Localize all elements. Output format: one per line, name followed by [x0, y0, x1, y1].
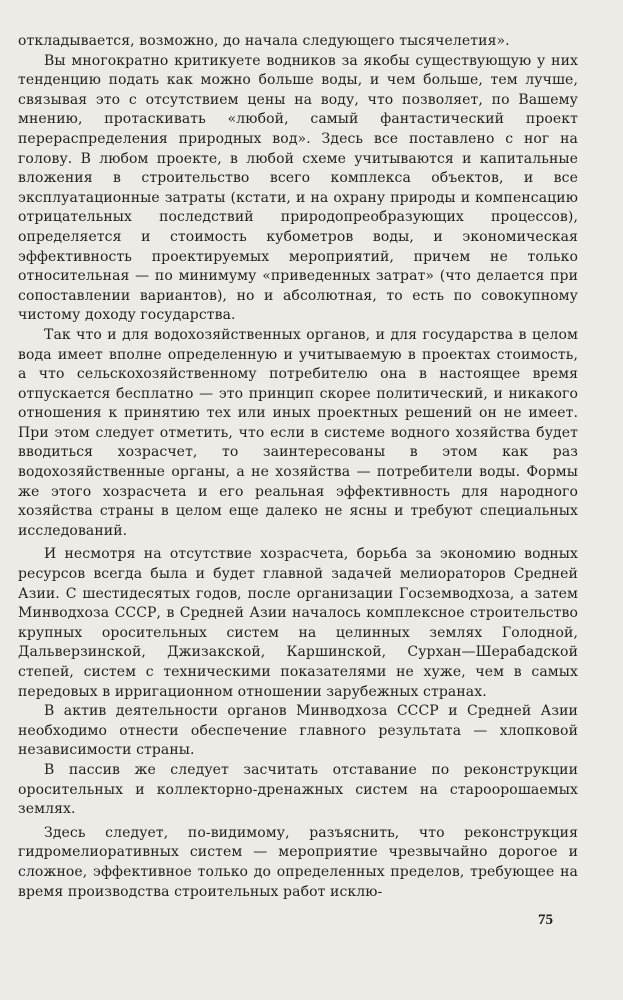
page-text: [0, 32, 578, 902]
paragraph-liabilities: В пассив же следует засчитать отставание по реконструкции оросительных и коллекторно-дренажных систем на староорошаемых землях.: [18, 761, 578, 818]
paragraph-water-cost: Так что и для водохозяйственных органов, и для государства в целом вода имеет вполне определенную и учитываемую в проектах стоимость, а что сельскохозяйственному потребителю она в настоящее время отпускается бесплатно — это принцип скорее политический, и никакого отношения к принятию тех или иных проектных решений он не имеет. При этом следует отметить, что если в системе водного хозяйства будет вводиться хозрасчет, то заинтересованы в этом как раз водохозяйственные органы, а не хозяйства — потребители воды. Формы же этого хозрасчета и его реальная эффективность для народного хозяйства страны в целом еще далеко не ясны и требуют специальных исследований.: [18, 326, 578, 539]
paragraph-assets: В актив деятельности органов Минводхоза СССР и Средней Азии необходимо отнести обеспечение главного результата — хлопковой независимости страны.: [18, 703, 578, 759]
paragraph-continuation: откладывается, возможно, до начала следующего тысячелетия».: [18, 33, 510, 49]
paragraph-reconstruction: Здесь следует, по-видимому, разъяснить, что реконструкция гидромелиоративных систем — мероприятие чрезвычайно дорогое и сложное, эффективное только до определенных пределов, требующее на время производства строительных работ исклю-: [18, 824, 578, 900]
page-number: 75: [538, 912, 553, 928]
paragraph-critique: Вы многократно критикуете водников за якобы существующую у них тенденцию подать как можно больше воды, и чем больше, тем лучше, связывая это с отсутствием цены на воду, что позволяет, по Вашему мнению, протаскивать «любой, самый фантастический проект перераспределения природных вод». Здесь все поставлено с ног на голову. В любом проекте, в любой схеме учитываются и капитальные вложения в строительство всего комплекса объектов, и все эксплуатационные затраты (кстати, и на охрану природы и компенсацию отрицательных последствий природопреобразующих процессов), определяется и стоимость кубометров воды, и экономическая эффективность проектируемых мероприятий, причем не только относительная — по минимуму «приведенных затрат» (что делается при сопоставлении вариантов), но и абсолютная, то есть по совокупному чистому доходу государства.: [18, 52, 578, 324]
paragraph-water-economy: И несмотря на отсутствие хозрасчета, борьба за экономию водных ресурсов всегда была и будет главной задачей мелиораторов Средней Азии. С шестидесятых годов, после организации Госземводхоза, а затем Минводхоза СССР, в Средней Азии началось комплексное строительство крупных оросительных систем на целинных землях Голодной, Дальверзинской, Джизакской, Каршинской, Сурхан—Шерабадской степей, систем с техническими показателями не хуже, чем в самых передовых в ирригационном отношении зарубежных странах.: [18, 546, 578, 700]
